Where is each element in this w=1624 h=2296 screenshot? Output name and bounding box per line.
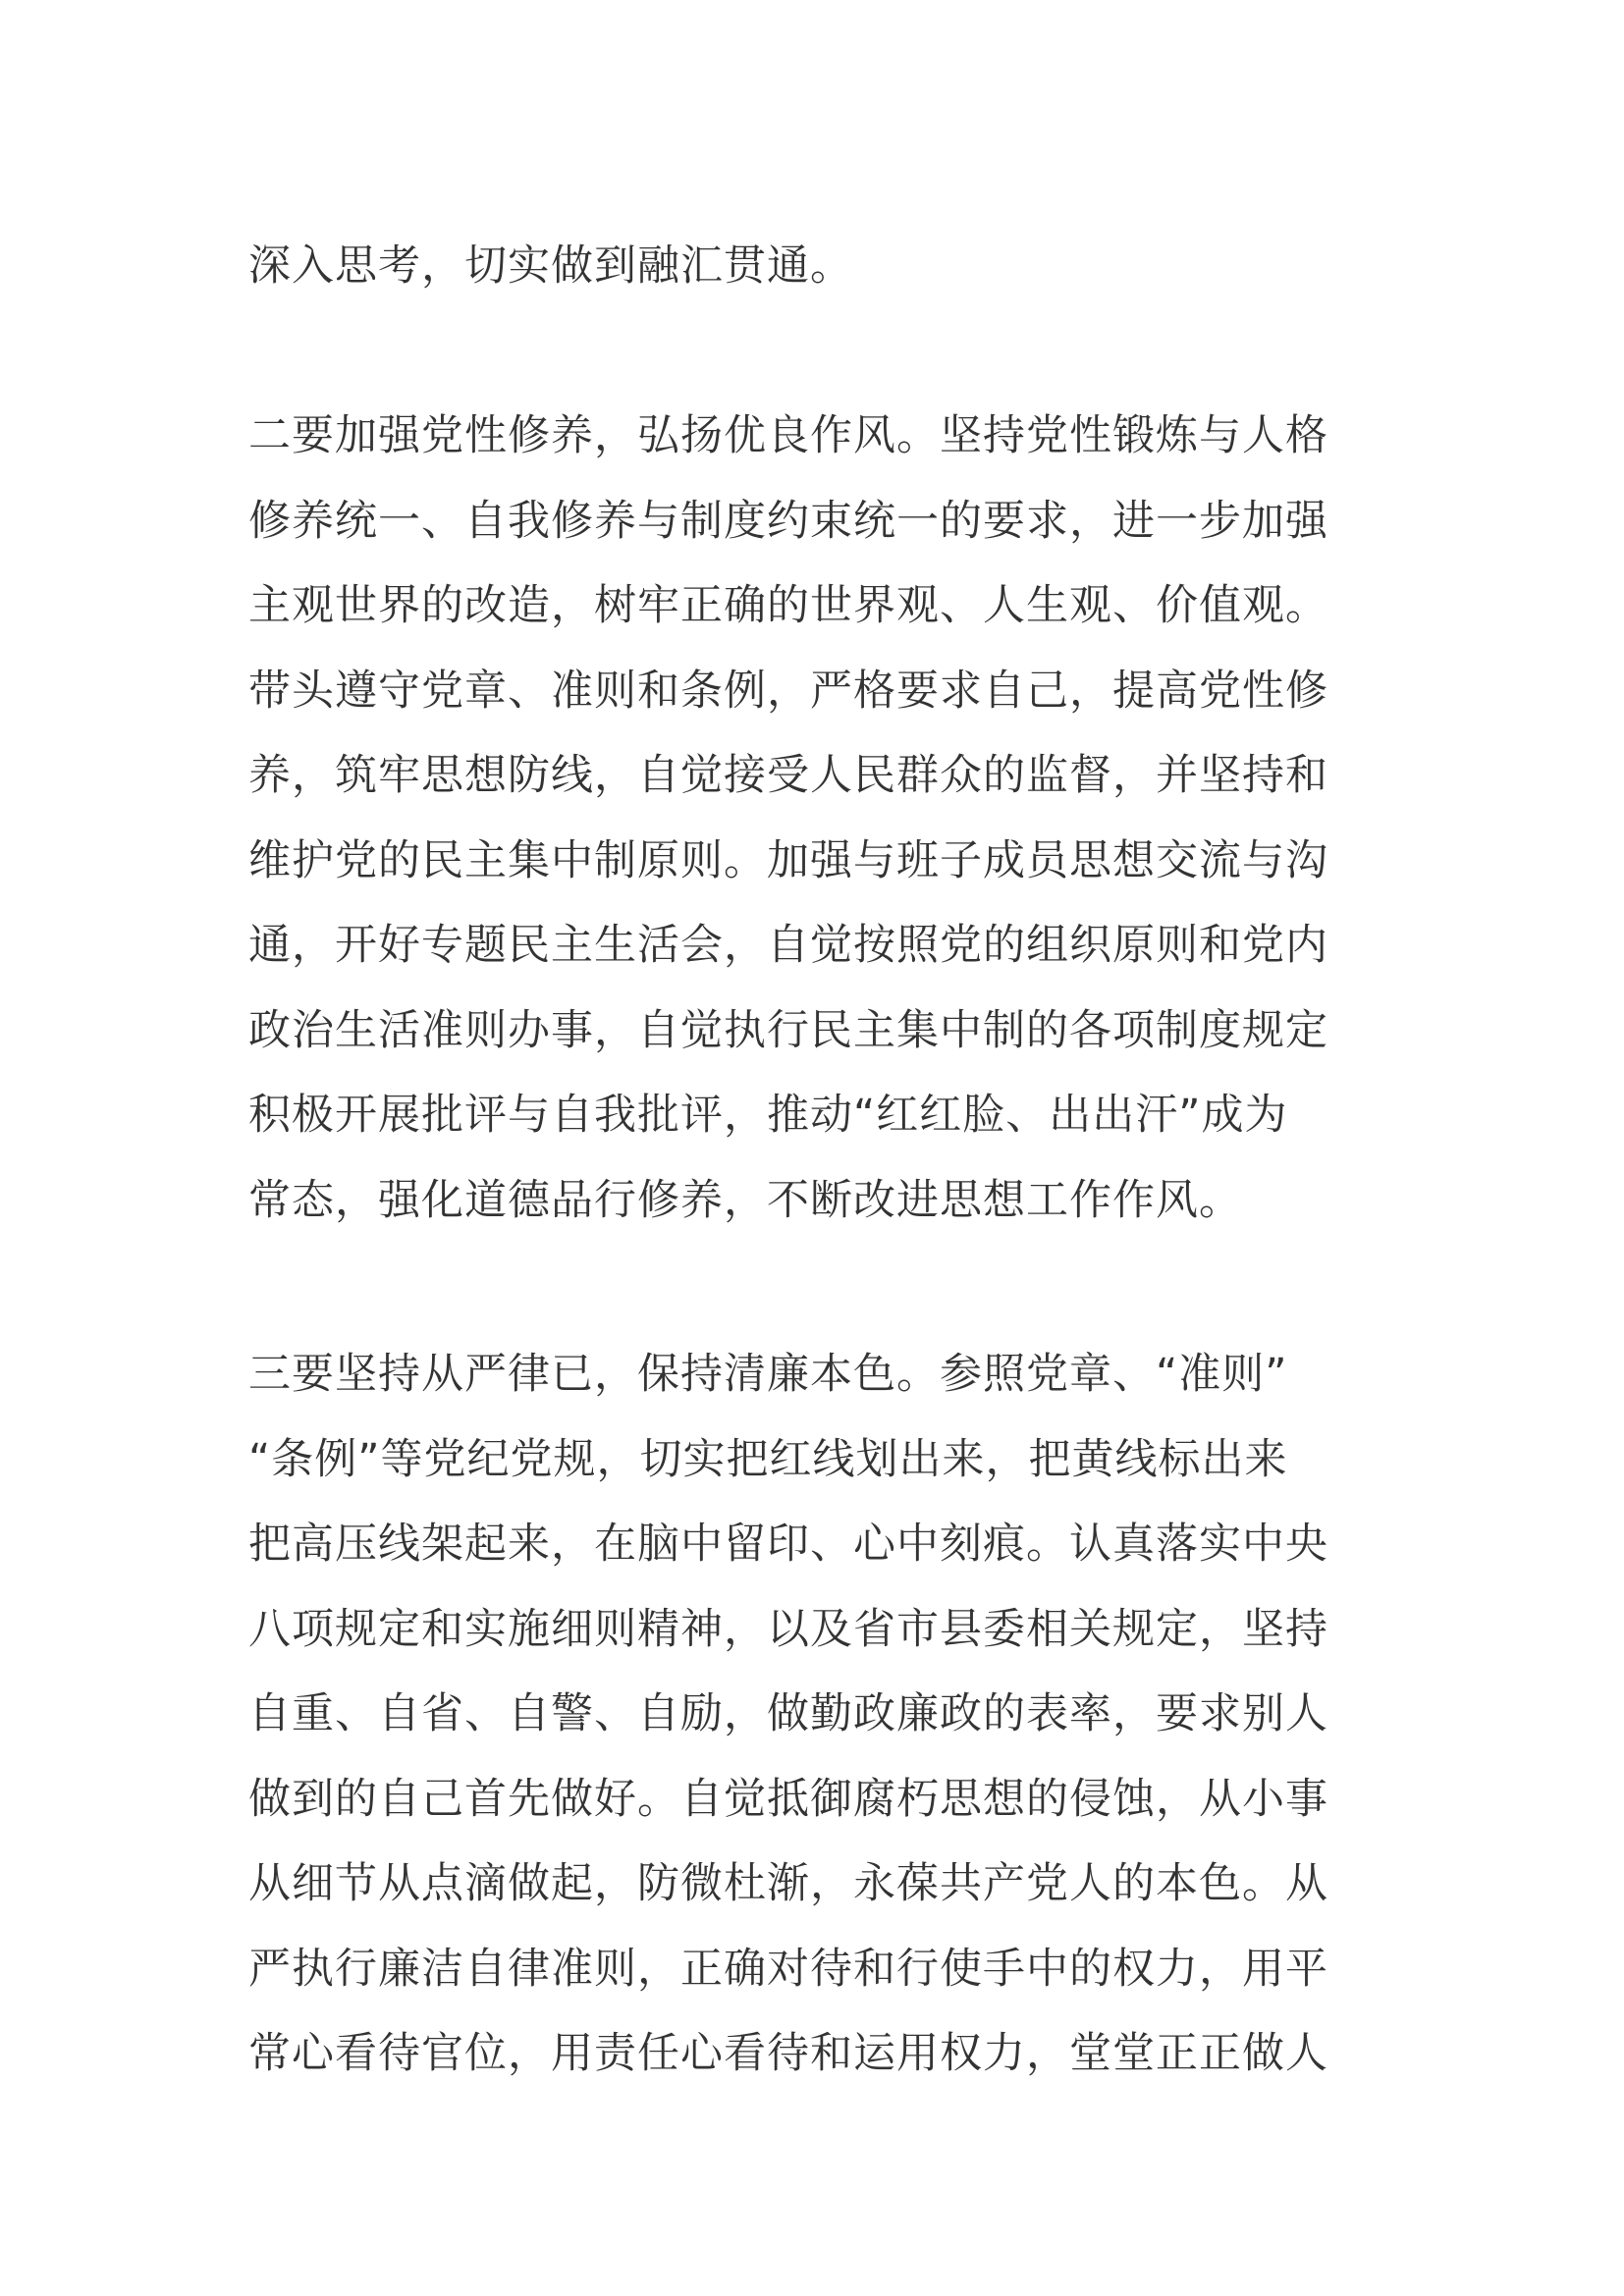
text-line: 主观世界的改造，树牢正确的世界观、人生观、价值观。 <box>248 581 1328 630</box>
text-line: 维护党的民主集中制原则。加强与班子成员思想交流与沟 <box>248 835 1328 885</box>
text-line: 做到的自己首先做好。自觉抵御腐朽思想的侵蚀，从小事 <box>248 1774 1328 1824</box>
paragraph-2 <box>248 394 1397 1243</box>
text-line: 八项规定和实施细则精神，以及省市县委相关规定，坚持 <box>248 1604 1328 1654</box>
text-line: 积极开展批评与自我批评，推动“红红脸、出出汗”成为 <box>248 1091 1288 1140</box>
text-line: 常心看待官位，用责任心看待和运用权力，堂堂正正做人 <box>248 2029 1328 2078</box>
text-line: 带头遵守党章、准则和条例，严格要求自己，提高党性修 <box>248 666 1328 716</box>
text-line: 通，开好专题民主生活会，自觉按照党的组织原则和党内 <box>248 921 1328 970</box>
text-line: 从细节从点滴做起，防微杜渐，永葆共产党人的本色。从 <box>248 1859 1328 1908</box>
text-line: 修养统一、自我修养与制度约束统一的要求，进一步加强 <box>248 496 1328 546</box>
text-line: 常态，强化道德品行修养，不断改进思想工作作风。 <box>248 1175 1242 1225</box>
text-line: 养，筑牢思想防线，自觉接受人民群众的监督，并坚持和 <box>248 751 1328 800</box>
text-line: 三要坚持从严律已，保持清廉本色。参照党章、“准则” <box>248 1350 1288 1399</box>
text-line: 政治生活准则办事，自觉执行民主集中制的各项制度规定 <box>248 1005 1328 1055</box>
text-line: 二要加强党性修养，弘扬优良作风。坚持党性锻炼与人格 <box>248 411 1328 460</box>
text-line: 深入思考，切实做到融汇贯通。 <box>248 241 853 291</box>
paragraph-1 <box>248 224 1397 309</box>
text-line: “条例”等党纪党规，切实把红线划出来，把黄线标出来 <box>248 1434 1288 1484</box>
text-line: 严执行廉洁自律准则，正确对待和行使手中的权力，用平 <box>248 1944 1328 1994</box>
paragraph-3 <box>248 1332 1397 2097</box>
text-line: 把高压线架起来，在脑中留印、心中刻痕。认真落实中央 <box>248 1520 1328 1569</box>
text-line: 自重、自省、自警、自励，做勤政廉政的表率，要求别人 <box>248 1689 1328 1738</box>
